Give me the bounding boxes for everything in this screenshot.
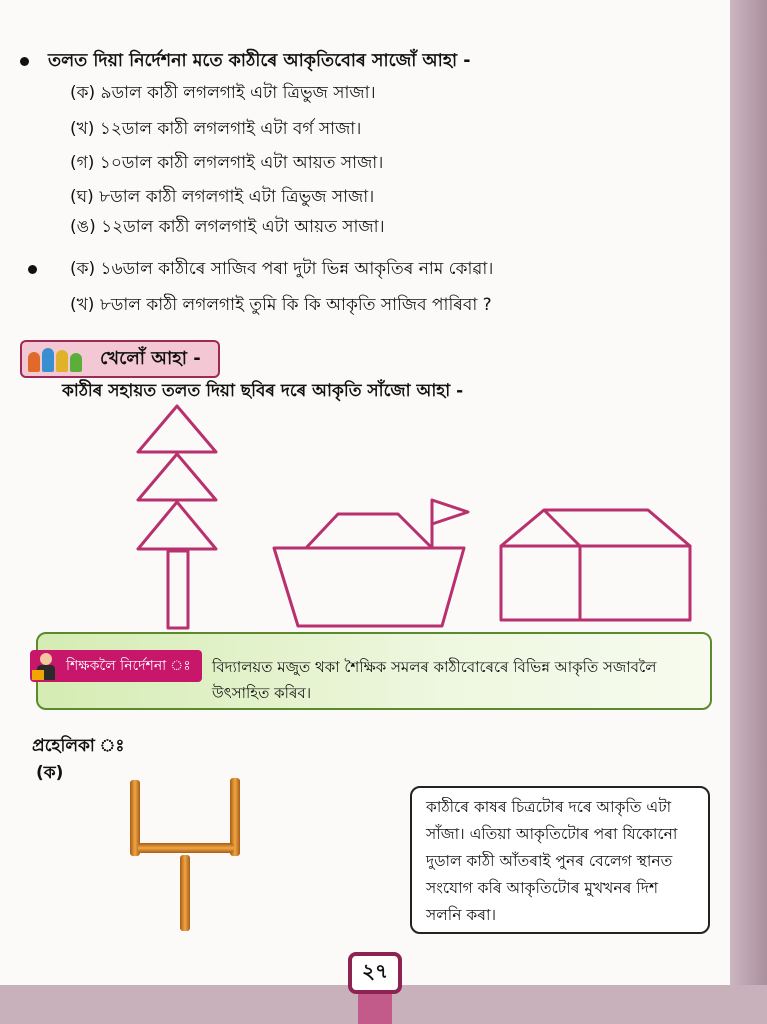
instruction-item: (খ) ১২ডাল কাঠী লগলগাই এটা বৰ্গ সাজা। xyxy=(70,119,362,139)
instruction-item: (ঘ) ৮ডাল কাঠী লগলগাই এটা ত্ৰিভুজ সাজা। xyxy=(70,187,375,207)
instructions-heading: তলত দিয়া নিৰ্দেশনা মতে কাঠীৰে আকৃতিবোৰ সাজোঁ আহা - xyxy=(48,51,471,71)
play-instruction: কাঠীৰ সহায়ত তলত দিয়া ছবিৰ দৰে আকৃতি সাঁজো আহা - xyxy=(62,381,464,401)
instruction-item: (ঙ) ১২ডাল কাঠী লগলগাই এটা আয়ত সাজা। xyxy=(70,217,385,237)
teacher-note-text: বিদ্যালয়ত মজুত থকা শৈক্ষিক সমলৰ কাঠীবোৰেৰে বিভিন্ন আকৃতি সজাবলৈ উৎসাহিত কৰিব। xyxy=(212,658,657,702)
question-item: (খ) ৮ডাল কাঠী লগলগাই তুমি কি কি আকৃতি সাজিব পাৰিবা ? xyxy=(70,295,492,315)
riddle-text: কাঠীৰে কাষৰ চিত্ৰটোৰ দৰে আকৃতি এটা সাঁজা। এতিয়া আকৃতিটোৰ পৰা যিকোনো দুডাল কাঠী আঁতৰাই পুনৰ বেলেগ স্থানত সংযোগ কৰি আকৃতিটোৰ মুখখনৰ দিশ সলনি কৰা। xyxy=(426,798,678,924)
stick xyxy=(180,855,190,931)
play-section-label: খেলোঁ আহা - xyxy=(100,347,201,369)
teacher-note-label: শিক্ষকলৈ নিৰ্দেশনা ঃ xyxy=(66,658,191,674)
page-number: ২৭ xyxy=(348,952,402,994)
question-item: (ক) ১৬ডাল কাঠীৰে সাজিব পৰা দুটা ভিন্ন আকৃতিৰ নাম কোৱা। xyxy=(70,259,494,279)
riddle-heading: প্ৰহেলিকা ঃ xyxy=(32,736,125,756)
riddle-item-label: (ক) xyxy=(36,763,64,783)
riddle-text-box xyxy=(410,786,710,934)
instruction-item: (ক) ৯ডাল কাঠী লগলগাই এটা ত্ৰিভুজ সাজা। xyxy=(70,83,376,103)
stick xyxy=(138,843,234,853)
instruction-item: (গ) ১০ডাল কাঠী লগলগাই এটা আয়ত সাজা। xyxy=(70,153,384,173)
page-number-tab xyxy=(358,990,392,1024)
